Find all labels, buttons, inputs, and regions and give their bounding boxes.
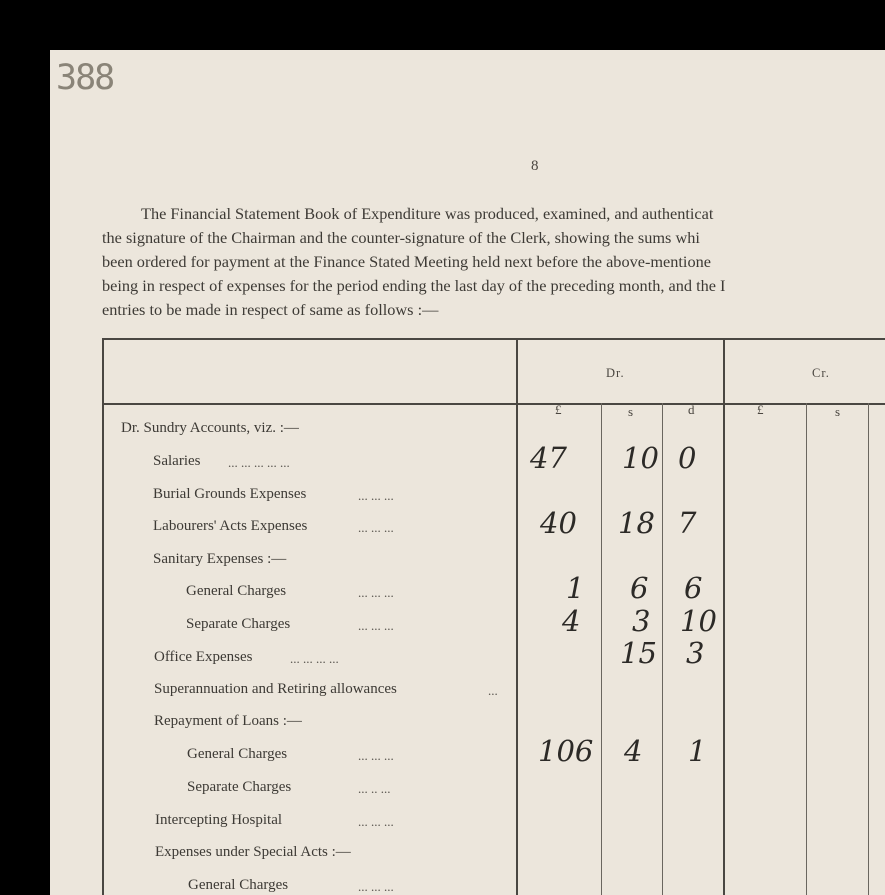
paragraph-line: The Financial Statement Book of Expenditure was produced, examined, and authenticat bbox=[141, 204, 714, 223]
dr-pence-value: 6 bbox=[684, 571, 703, 605]
row-label: Salaries bbox=[153, 453, 201, 469]
cr-shilling-pence-divider bbox=[868, 403, 869, 895]
dr-pound-shilling-divider bbox=[601, 403, 602, 895]
row-label: Burial Grounds Expenses bbox=[153, 486, 307, 502]
dr-shillings-value: 6 bbox=[630, 571, 649, 605]
dr-pounds-value: 4 bbox=[562, 604, 581, 638]
leader-dots: ... ... ... ... bbox=[290, 651, 339, 666]
leader-dots: ... ... ... ... ... bbox=[228, 455, 290, 470]
row-label: Labourers' Acts Expenses bbox=[153, 518, 308, 534]
cr-shilling-unit: s bbox=[835, 404, 841, 419]
dr-pounds-value: 40 bbox=[540, 506, 577, 540]
dr-header: Dr. bbox=[606, 366, 625, 380]
leader-dots: ... ... ... bbox=[358, 585, 394, 600]
dr-shillings-value: 15 bbox=[620, 636, 657, 670]
row-label: Sanitary Expenses :— bbox=[153, 551, 287, 567]
leader-dots: ... ... ... bbox=[358, 814, 394, 829]
row-label: General Charges bbox=[188, 877, 289, 893]
page-number: 8 bbox=[531, 158, 539, 174]
leader-dots: ... ... ... bbox=[358, 879, 394, 894]
row-label: Repayment of Loans :— bbox=[154, 713, 302, 729]
dr-pounds-value: 47 bbox=[530, 441, 567, 475]
dr-pence-value: 10 bbox=[680, 604, 717, 638]
paragraph-line: the signature of the Chairman and the counter-signature of the Clerk, showing the sums whi bbox=[102, 228, 700, 247]
row-label: Separate Charges bbox=[186, 616, 291, 632]
dr-pence-value: 0 bbox=[678, 441, 697, 475]
paragraph-line: entries to be made in respect of same as follows :— bbox=[102, 300, 439, 319]
leader-dots: ... bbox=[488, 683, 498, 698]
leader-dots: ... ... ... bbox=[358, 748, 394, 763]
table-top-rule bbox=[102, 338, 885, 340]
row-label: Intercepting Hospital bbox=[155, 812, 283, 828]
dr-pounds-value: 106 bbox=[538, 734, 594, 768]
intro-paragraph bbox=[102, 202, 885, 322]
row-label: Office Expenses bbox=[154, 649, 253, 665]
page-stamp-number: 388 bbox=[56, 58, 114, 98]
paragraph-line: being in respect of expenses for the period ending the last day of the preceding month, and the I bbox=[102, 276, 726, 295]
ledger-page bbox=[50, 50, 885, 895]
row-label: Superannuation and Retiring allowances bbox=[154, 681, 397, 697]
cr-header: Cr. bbox=[812, 366, 830, 380]
leader-dots: ... ... ... bbox=[358, 618, 394, 633]
leader-dots: ... ... ... bbox=[358, 520, 394, 535]
dr-shilling-unit: s bbox=[628, 404, 634, 419]
table-drcr-divider bbox=[723, 338, 725, 895]
dr-shillings-value: 18 bbox=[618, 506, 655, 540]
leader-dots: ... ... ... bbox=[358, 488, 394, 503]
dr-pence-value: 1 bbox=[688, 734, 707, 768]
cr-pound-unit: £ bbox=[757, 402, 764, 417]
row-label: General Charges bbox=[187, 746, 288, 762]
leader-dots: ... .. ... bbox=[358, 781, 391, 796]
table-header-rule bbox=[102, 403, 885, 405]
dr-pence-value: 3 bbox=[686, 636, 705, 670]
dr-shillings-value: 3 bbox=[632, 604, 651, 638]
paragraph-line: been ordered for payment at the Finance Stated Meeting held next before the above-mentione bbox=[102, 252, 711, 271]
dr-pence-unit: d bbox=[688, 402, 695, 417]
dr-shilling-pence-divider bbox=[662, 403, 663, 895]
dr-pound-unit: £ bbox=[555, 402, 562, 417]
row-label: Expenses under Special Acts :— bbox=[155, 844, 351, 860]
dr-pence-value: 7 bbox=[678, 506, 697, 540]
dr-shillings-value: 4 bbox=[624, 734, 643, 768]
table-left-rule bbox=[102, 338, 104, 895]
dr-pounds-value: 1 bbox=[566, 571, 585, 605]
row-label: General Charges bbox=[186, 583, 287, 599]
row-label: Dr. Sundry Accounts, viz. :— bbox=[121, 420, 299, 436]
table-desc-divider bbox=[516, 338, 518, 895]
cr-pound-shilling-divider bbox=[806, 403, 807, 895]
row-label: Separate Charges bbox=[187, 779, 292, 795]
dr-shillings-value: 10 bbox=[622, 441, 659, 475]
